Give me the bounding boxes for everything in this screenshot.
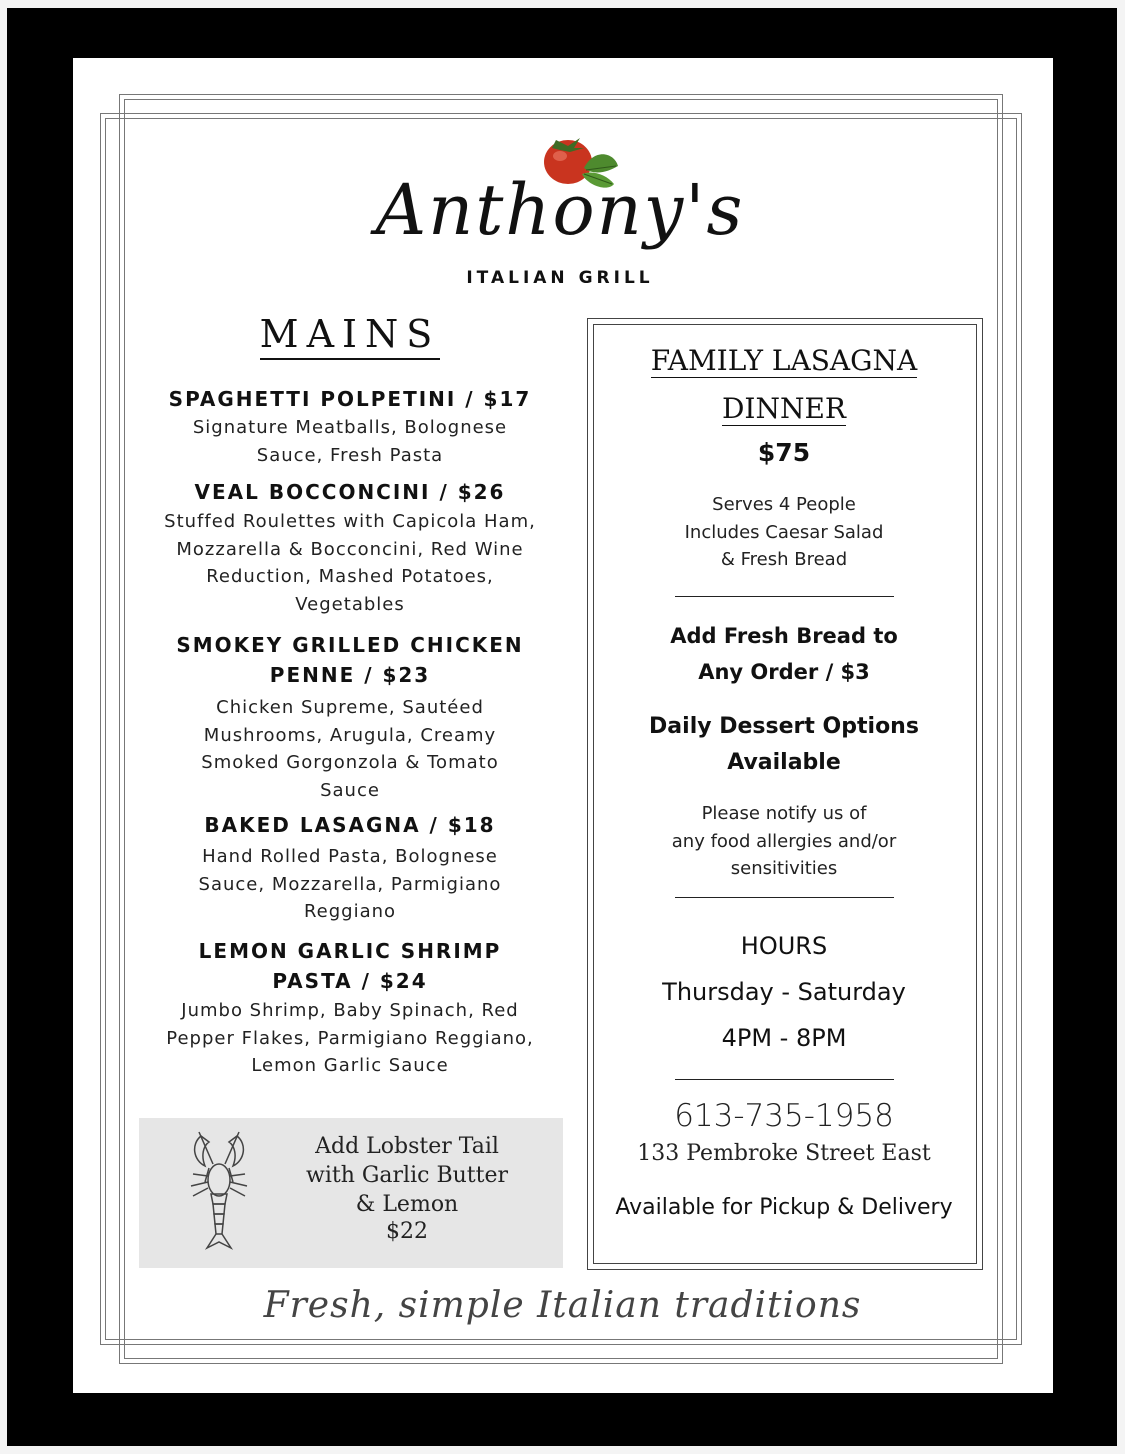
mains-heading: MAINS	[200, 312, 500, 356]
hours-times: 4PM - 8PM	[721, 1024, 847, 1052]
phone-number: 613-735-1958	[674, 1098, 894, 1134]
restaurant-logo: Anthony's	[375, 169, 745, 251]
footer-tagline: Fresh, simple Italian traditions	[263, 1285, 862, 1326]
hours-section	[598, 923, 970, 1061]
hours-heading: HOURS	[740, 932, 828, 960]
menu-item-title: BAKED LASAGNA / $18	[204, 813, 496, 837]
divider	[675, 596, 894, 597]
menu-item-title: LEMON GARLIC SHRIMP PASTA / $24	[198, 939, 502, 993]
menu-item-desc: Hand Rolled Pasta, Bolognese Sauce, Mozzarella, Parmigiano Reggiano	[198, 846, 502, 922]
address: 133 Pembroke Street East	[637, 1141, 931, 1166]
family-lasagna-details: Serves 4 People Includes Caesar Salad & Fresh Bread	[684, 494, 884, 570]
hours-days: Thursday - Saturday	[662, 978, 906, 1006]
lobster-icon	[179, 1130, 259, 1256]
restaurant-subtitle: ITALIAN GRILL	[466, 268, 654, 288]
menu-item-title: SPAGHETTI POLPETINI / $17	[168, 387, 532, 411]
lobster-addon-text: Add Lobster Tail with Garlic Butter & Lemon $22	[305, 1134, 509, 1244]
dessert-text: Daily Dessert Options Available	[649, 714, 919, 775]
divider	[675, 897, 894, 898]
allergy-notice: Please notify us of any food allergies and/or sensitivities	[671, 803, 897, 879]
lobster-addon-box	[139, 1118, 563, 1268]
add-bread-text: Add Fresh Bread to Any Order / $3	[670, 624, 898, 684]
menu-item-title: SMOKEY GRILLED CHICKEN PENNE / $23	[176, 633, 524, 687]
menu-item-desc: Chicken Supreme, Sautéed Mushrooms, Arugula, Creamy Smoked Gorgonzola & Tomato Sauce	[201, 697, 499, 801]
family-lasagna-heading: FAMILY LASAGNA DINNER	[650, 344, 918, 425]
family-lasagna-price: $75	[757, 438, 811, 467]
menu-item-desc: Stuffed Roulettes with Capicola Ham, Mozzarella & Bocconcini, Red Wine Reduction, Mashed Potatoes, Vegetables	[164, 511, 536, 615]
divider	[675, 1079, 894, 1080]
menu-item-desc: Signature Meatballs, Bolognese Sauce, Fresh Pasta	[192, 417, 508, 466]
menu-item-title: VEAL BOCCONCINI / $26	[194, 480, 506, 504]
menu-item-desc: Jumbo Shrimp, Baby Spinach, Red Pepper Flakes, Parmigiano Reggiano, Lemon Garlic Sauce	[166, 1000, 534, 1076]
pickup-delivery-text: Available for Pickup & Delivery	[615, 1195, 953, 1220]
